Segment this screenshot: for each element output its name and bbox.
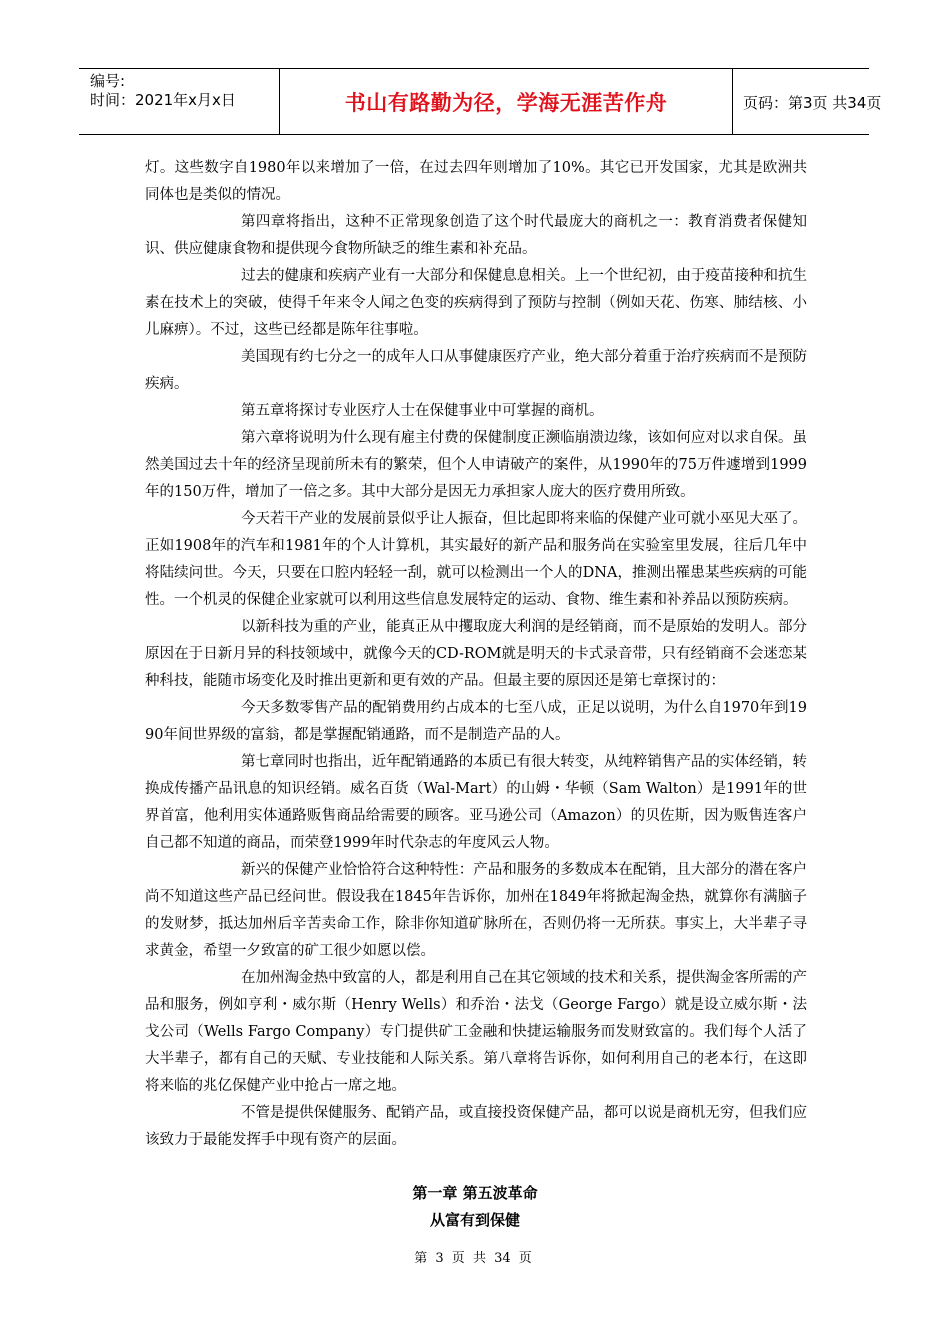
header-page-info: 页码：第3页 共34页 (743, 93, 882, 112)
footer-label: 页 (518, 1251, 532, 1266)
paragraph: 过去的健康和疾病产业有一大部分和保健息息相关。上一个世纪初，由于疫苗接种和抗生素在技术上的突破，使得千年来令人闻之色变的疾病得到了预防与控制（例如天花、伤寒、肺结核、小儿麻痹）。不过，这些已经都是陈年往事啦。 (145, 268, 807, 338)
paragraph: 今天若干产业的发展前景似乎让人振奋，但比起即将来临的保健产业可就小巫见大巫了。正如1908年的汽车和1981年的个人计算机，其实最好的新产品和服务尚在实验室里发展，往后几年中将陆续问世。今天，只要在口腔内轻轻一刮，就可以检测出一个人的DNA，推测出罹患某些疾病的可能性。一个机灵的保健企业家就可以利用这些信息发展特定的运动、食物、维生素和补养品以预防疾病。 (145, 511, 807, 608)
paragraph: 第六章将说明为什么现有雇主付费的保健制度正濒临崩溃边缘，该如何应对以求自保。虽然美国过去十年的经济呈现前所未有的繁荣，但个人申请破产的案件，从1990年的75万件遽增到1999年的150万件，增加了一倍之多。其中大部分是因无力承担家人庞大的医疗费用所致。 (145, 430, 807, 500)
footer-page-number: 3 (435, 1251, 444, 1266)
footer-label: 页 (451, 1251, 465, 1266)
paragraph: 第七章同时也指出，近年配销通路的本质已有很大转变，从纯粹销售产品的实体经销，转换成传播产品讯息的知识经销。威名百货（Wal-Mart）的山姆・华顿（Sam Walton）是1991年的世界首富，他利用实体通路贩售商品给需要的顾客。亚马逊公司（Amazon）的贝佐斯，因为贩售连客户自己都不知道的商品，而荣登1999年时代杂志的年度风云人物。 (145, 754, 807, 851)
paragraph: 今天多数零售产品的配销费用约占成本的七至八成，正足以说明，为什么自1970年到1990年间世界级的富翁，都是掌握配销通路，而不是制造产品的人。 (145, 700, 807, 743)
footer-label: 第 (414, 1251, 428, 1266)
header-meta-cell (79, 69, 280, 135)
paragraph: 第四章将指出，这种不正常现象创造了这个时代最庞大的商机之一：教育消费者保健知识、供应健康食物和提供现今食物所缺乏的维生素和补充品。 (145, 214, 807, 257)
header-motto: 书山有路勤为径，学海无涯苦作舟 (280, 69, 733, 135)
document-date-label: 时间：2021年x月x日 (90, 91, 236, 109)
chapter-heading: 第一章 第五波革命 (412, 1184, 538, 1202)
paragraph: 新兴的保健产业恰恰符合这种特性：产品和服务的多数成本在配销，且大部分的潜在客户尚不知道这些产品已经问世。假设我在1845年告诉你，加州在1849年将掀起淘金热，就算你有满脑子的发财梦，抵达加州后辛苦卖命工作，除非你知道矿脉所在，否则仍将一无所获。事实上，大半辈子寻求黄金，希望一夕致富的矿工很少如愿以偿。 (145, 862, 807, 959)
paragraph: 以新科技为重的产业，能真正从中攫取庞大利润的是经销商，而不是原始的发明人。部分原因在于日新月异的科技领域中，就像今天的CD-ROM就是明天的卡式录音带，只有经销商不会迷恋某种科技，能随市场变化及时推出更新和更有效的产品。但最主要的原因还是第七章探讨的： (145, 619, 807, 689)
page-header (79, 68, 882, 135)
footer-total-pages: 34 (494, 1251, 511, 1266)
chapter-subheading: 从富有到保健 (429, 1211, 520, 1229)
paragraph: 第五章将探讨专业医疗人士在保健事业中可掌握的商机。 (241, 403, 604, 419)
paragraph: 灯。这些数字自1980年以来增加了一倍，在过去四年则增加了10%。其它已开发国家，尤其是欧洲共同体也是类似的情况。 (145, 160, 807, 203)
footer-label: 共 (472, 1251, 486, 1266)
document-number-label: 编号: (90, 72, 126, 90)
paragraph: 在加州淘金热中致富的人，都是利用自己在其它领域的技术和关系，提供淘金客所需的产品和服务，例如亨利・威尔斯（Henry Wells）和乔治・法戈（George Fargo）就是设立威尔斯・法戈公司（Wells Fargo Company）专门提供矿工金融和快捷运输服务而发财致富的。我们每个人活了大半辈子，都有自己的天赋、专业技能和人际关系。第八章将告诉你，如何利用自己的老本行，在这即将来临的兆亿保健产业中抢占一席之地。 (145, 970, 807, 1094)
paragraph: 美国现有约七分之一的成年人口从事健康医疗产业，绝大部分着重于治疗疾病而不是预防疾病。 (145, 349, 807, 392)
paragraph: 不管是提供保健服务、配销产品，或直接投资保健产品，都可以说是商机无穷，但我们应该致力于最能发挥手中现有资产的层面。 (145, 1105, 807, 1148)
page-footer (0, 1247, 950, 1266)
document-body (145, 155, 807, 1154)
